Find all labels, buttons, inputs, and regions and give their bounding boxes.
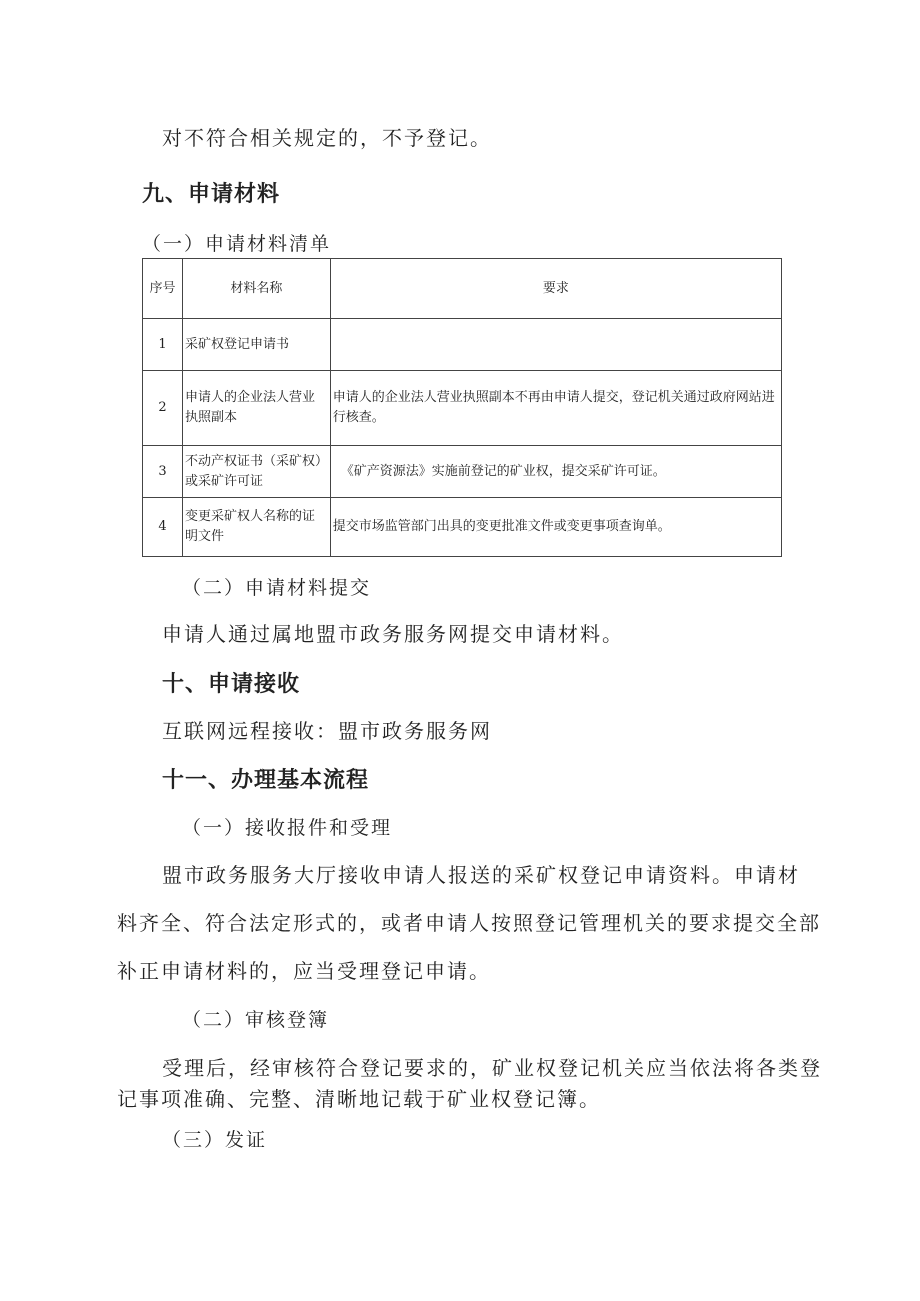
paragraph-accept-line2: 料齐全、符合法定形式的，或者申请人按照登记管理机关的要求提交全部 <box>117 911 821 935</box>
row-serial: 2 <box>143 371 183 446</box>
row-material-name: 不动产权证书（采矿权）或采矿许可证 <box>182 446 330 498</box>
header-requirement: 要求 <box>330 259 781 319</box>
subheading-materials-list: （一）申请材料清单 <box>142 233 332 255</box>
row-material-name: 变更采矿权人名称的证明文件 <box>182 498 330 557</box>
paragraph-accept-line1: 盟市政务服务大厅接收申请人报送的采矿权登记申请资料。申请材 <box>162 863 800 887</box>
header-material-name: 材料名称 <box>182 259 330 319</box>
paragraph-not-register: 对不符合相关规定的，不予登记。 <box>162 126 492 150</box>
row-serial: 1 <box>143 319 183 371</box>
paragraph-accept-line3: 补正申请材料的，应当受理登记申请。 <box>117 959 491 983</box>
row-serial: 4 <box>143 498 183 557</box>
header-serial: 序号 <box>143 259 183 319</box>
row-material-name: 采矿权登记申请书 <box>182 319 330 371</box>
table-row <box>143 371 782 446</box>
row-requirement <box>330 319 781 371</box>
materials-table <box>142 258 782 557</box>
subheading-materials-submit: （二）申请材料提交 <box>182 577 372 599</box>
table-header-row <box>143 259 782 319</box>
table-row <box>143 446 782 498</box>
row-serial: 3 <box>143 446 183 498</box>
table-row <box>143 319 782 371</box>
row-material-name: 申请人的企业法人营业执照副本 <box>182 371 330 446</box>
heading-basic-process: 十一、办理基本流程 <box>162 768 370 793</box>
paragraph-submit: 申请人通过属地盟市政务服务网提交申请材料。 <box>162 622 624 646</box>
paragraph-review-line1: 受理后，经审核符合登记要求的，矿业权登记机关应当依法将各类登 <box>162 1056 822 1080</box>
row-requirement: 提交市场监管部门出具的变更批准文件或变更事项查询单。 <box>330 498 781 557</box>
heading-application-materials: 九、申请材料 <box>142 182 281 207</box>
subheading-receive-accept: （一）接收报件和受理 <box>182 817 393 839</box>
row-requirement: 《矿产资源法》实施前登记的矿业权，提交采矿许可证。 <box>330 446 781 498</box>
heading-application-receipt: 十、申请接收 <box>162 672 301 697</box>
subheading-review-register: （二）审核登簿 <box>182 1009 330 1031</box>
row-requirement: 申请人的企业法人营业执照副本不再由申请人提交，登记机关通过政府网站进行核查。 <box>330 371 781 446</box>
paragraph-receive: 互联网远程接收：盟市政务服务网 <box>162 719 492 743</box>
subheading-certificate: （三）发证 <box>162 1129 268 1151</box>
table-row <box>143 498 782 557</box>
paragraph-review-line2: 记事项准确、完整、清晰地记载于矿业权登记簿。 <box>117 1087 601 1111</box>
